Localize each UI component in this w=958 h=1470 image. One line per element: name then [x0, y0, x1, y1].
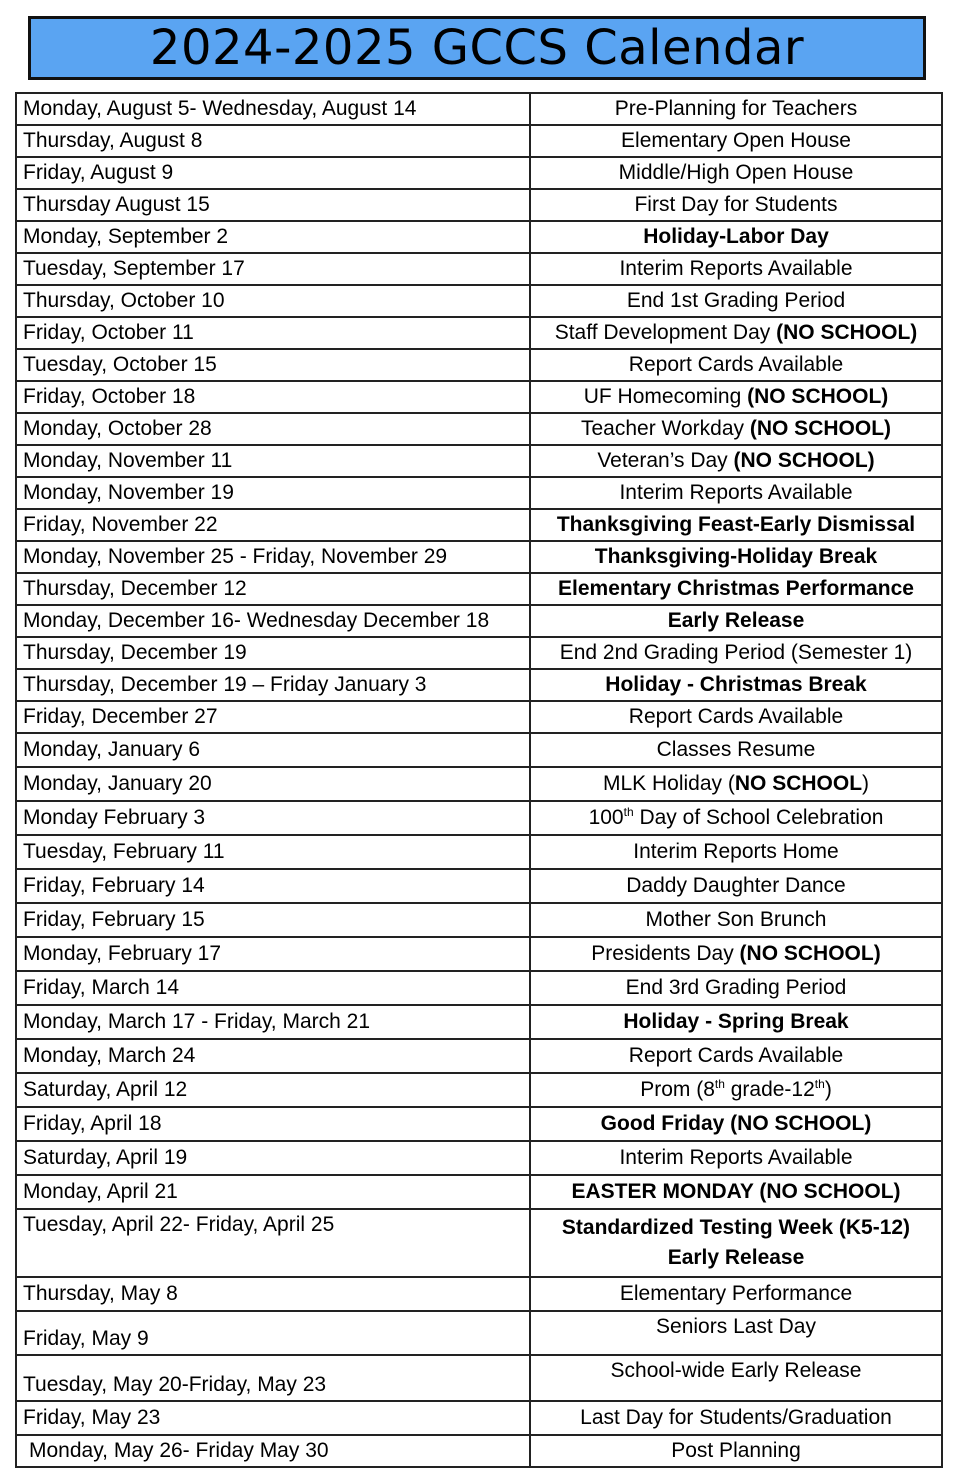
event-line-2: Early Release	[667, 1246, 805, 1269]
table-row	[16, 733, 942, 767]
event-name: Elementary Performance	[530, 1277, 942, 1311]
table-row	[16, 801, 942, 835]
event-date: Tuesday, April 22- Friday, April 25	[16, 1209, 530, 1277]
event-name: Middle/High Open House	[530, 157, 942, 189]
event-name: Pre-Planning for Teachers	[530, 93, 942, 125]
event-text: Prom (8	[640, 1078, 715, 1101]
event-name	[530, 317, 942, 349]
table-row	[16, 285, 942, 317]
table-row	[16, 1073, 942, 1107]
event-date: Friday, February 15	[16, 903, 530, 937]
event-date: Monday, May 26- Friday May 30	[16, 1435, 530, 1467]
event-name: Thanksgiving-Holiday Break	[530, 541, 942, 573]
ordinal-suffix: th	[714, 1077, 725, 1091]
event-name: EASTER MONDAY (NO SCHOOL)	[530, 1175, 942, 1209]
event-name	[530, 381, 942, 413]
event-date: Friday, February 14	[16, 869, 530, 903]
event-text-end: )	[862, 772, 870, 795]
event-name	[530, 1073, 942, 1107]
table-row	[16, 701, 942, 733]
table-row	[16, 937, 942, 971]
event-name	[530, 1209, 942, 1277]
event-name: First Day for Students	[530, 189, 942, 221]
event-date: Monday, August 5- Wednesday, August 14	[16, 93, 530, 125]
event-text: Teacher Workday	[580, 417, 745, 440]
event-name	[530, 413, 942, 445]
event-name: Thanksgiving Feast-Early Dismissal	[530, 509, 942, 541]
event-name: Good Friday (NO SCHOOL)	[530, 1107, 942, 1141]
event-text: MLK Holiday (	[602, 772, 735, 795]
table-row	[16, 381, 942, 413]
event-text: Staff Development Day	[554, 321, 771, 344]
event-date: Monday, November 25 - Friday, November 29	[16, 541, 530, 573]
table-row	[16, 317, 942, 349]
event-name: Post Planning	[530, 1435, 942, 1467]
table-row	[16, 903, 942, 937]
event-date: Monday, April 21	[16, 1175, 530, 1209]
no-school-label: (NO SCHOOL)	[739, 942, 881, 965]
event-text: 100	[588, 806, 624, 829]
event-date: Friday, May 23	[16, 1401, 530, 1435]
event-date: Friday, October 11	[16, 317, 530, 349]
event-date: Friday, April 18	[16, 1107, 530, 1141]
table-row	[16, 605, 942, 637]
event-text-end: )	[824, 1078, 832, 1101]
event-name: Report Cards Available	[530, 1039, 942, 1073]
table-row	[16, 835, 942, 869]
event-text: UF Homecoming	[583, 385, 742, 408]
table-row	[16, 477, 942, 509]
event-date: Tuesday, May 20-Friday, May 23	[16, 1355, 530, 1401]
table-row	[16, 1401, 942, 1435]
event-date: Friday, December 27	[16, 701, 530, 733]
event-date: Tuesday, February 11	[16, 835, 530, 869]
table-row	[16, 669, 942, 701]
table-row	[16, 413, 942, 445]
no-school-label: (NO SCHOOL)	[749, 417, 892, 440]
event-date: Friday, May 9	[16, 1311, 530, 1355]
event-name: Seniors Last Day	[530, 1311, 942, 1355]
event-date: Thursday, October 10	[16, 285, 530, 317]
event-name: Daddy Daughter Dance	[530, 869, 942, 903]
event-date: Saturday, April 19	[16, 1141, 530, 1175]
event-date: Monday, September 2	[16, 221, 530, 253]
event-name: Elementary Christmas Performance	[530, 573, 942, 605]
event-date: Friday, November 22	[16, 509, 530, 541]
table-row	[16, 93, 942, 125]
event-name: Early Release	[530, 605, 942, 637]
event-date: Monday, November 19	[16, 477, 530, 509]
calendar-table	[15, 92, 943, 1468]
event-date: Thursday, December 12	[16, 573, 530, 605]
table-row	[16, 157, 942, 189]
event-text: Veteran’s Day	[597, 449, 728, 472]
event-date: Thursday, December 19 – Friday January 3	[16, 669, 530, 701]
event-date: Monday, February 17	[16, 937, 530, 971]
event-date: Thursday, December 19	[16, 637, 530, 669]
table-row	[16, 637, 942, 669]
event-name: Last Day for Students/Graduation	[530, 1401, 942, 1435]
event-date: Monday, December 16- Wednesday December 18	[16, 605, 530, 637]
table-row	[16, 1311, 942, 1355]
event-date: Monday, March 17 - Friday, March 21	[16, 1005, 530, 1039]
table-row	[16, 1209, 942, 1277]
event-date: Monday, January 20	[16, 767, 530, 801]
table-row	[16, 1355, 942, 1401]
calendar-title-box	[28, 16, 926, 80]
no-school-label: NO SCHOOL	[734, 772, 863, 795]
table-row	[16, 1141, 942, 1175]
table-row	[16, 1277, 942, 1311]
event-line-1: Standardized Testing Week (K5-12)	[561, 1216, 911, 1239]
table-row	[16, 125, 942, 157]
table-row	[16, 573, 942, 605]
event-text-end: Day of School Celebration	[633, 806, 884, 829]
event-text-mid: grade-12	[724, 1078, 815, 1101]
event-name: Classes Resume	[530, 733, 942, 767]
event-name: Interim Reports Available	[530, 1141, 942, 1175]
table-row	[16, 1175, 942, 1209]
table-row	[16, 221, 942, 253]
table-row	[16, 1005, 942, 1039]
event-date: Friday, March 14	[16, 971, 530, 1005]
no-school-label: (NO SCHOOL)	[776, 321, 918, 344]
event-date: Friday, October 18	[16, 381, 530, 413]
event-date: Thursday, August 8	[16, 125, 530, 157]
event-date: Tuesday, September 17	[16, 253, 530, 285]
event-name: Holiday - Christmas Break	[530, 669, 942, 701]
table-row	[16, 445, 942, 477]
event-name: Report Cards Available	[530, 349, 942, 381]
no-school-label: (NO SCHOOL)	[747, 385, 889, 408]
table-row	[16, 767, 942, 801]
table-row	[16, 189, 942, 221]
event-name: Elementary Open House	[530, 125, 942, 157]
table-row	[16, 509, 942, 541]
page-title: 2024-2025 GCCS Calendar	[149, 20, 805, 76]
event-text: Presidents Day	[591, 942, 734, 965]
event-name: End 2nd Grading Period (Semester 1)	[530, 637, 942, 669]
event-name: Interim Reports Home	[530, 835, 942, 869]
event-date: Thursday, May 8	[16, 1277, 530, 1311]
event-name	[530, 801, 942, 835]
event-name: Report Cards Available	[530, 701, 942, 733]
event-name: End 1st Grading Period	[530, 285, 942, 317]
table-row	[16, 349, 942, 381]
table-row	[16, 1435, 942, 1467]
event-date: Monday, March 24	[16, 1039, 530, 1073]
event-date: Monday February 3	[16, 801, 530, 835]
event-date: Friday, August 9	[16, 157, 530, 189]
event-date: Monday, January 6	[16, 733, 530, 767]
event-name: Holiday - Spring Break	[530, 1005, 942, 1039]
table-row	[16, 1039, 942, 1073]
event-date: Saturday, April 12	[16, 1073, 530, 1107]
event-date: Monday, October 28	[16, 413, 530, 445]
event-name: Interim Reports Available	[530, 253, 942, 285]
table-row	[16, 971, 942, 1005]
event-name	[530, 767, 942, 801]
event-date: Tuesday, October 15	[16, 349, 530, 381]
table-row	[16, 1107, 942, 1141]
ordinal-suffix: th	[623, 805, 634, 819]
event-date: Thursday August 15	[16, 189, 530, 221]
event-name: Interim Reports Available	[530, 477, 942, 509]
event-name: End 3rd Grading Period	[530, 971, 942, 1005]
event-name: School-wide Early Release	[530, 1355, 942, 1401]
no-school-label: (NO SCHOOL)	[733, 449, 875, 472]
table-row	[16, 869, 942, 903]
ordinal-suffix: th	[814, 1077, 825, 1091]
event-name	[530, 937, 942, 971]
event-date: Monday, November 11	[16, 445, 530, 477]
event-name: Mother Son Brunch	[530, 903, 942, 937]
table-row	[16, 541, 942, 573]
event-name: Holiday-Labor Day	[530, 221, 942, 253]
event-name	[530, 445, 942, 477]
table-row	[16, 253, 942, 285]
